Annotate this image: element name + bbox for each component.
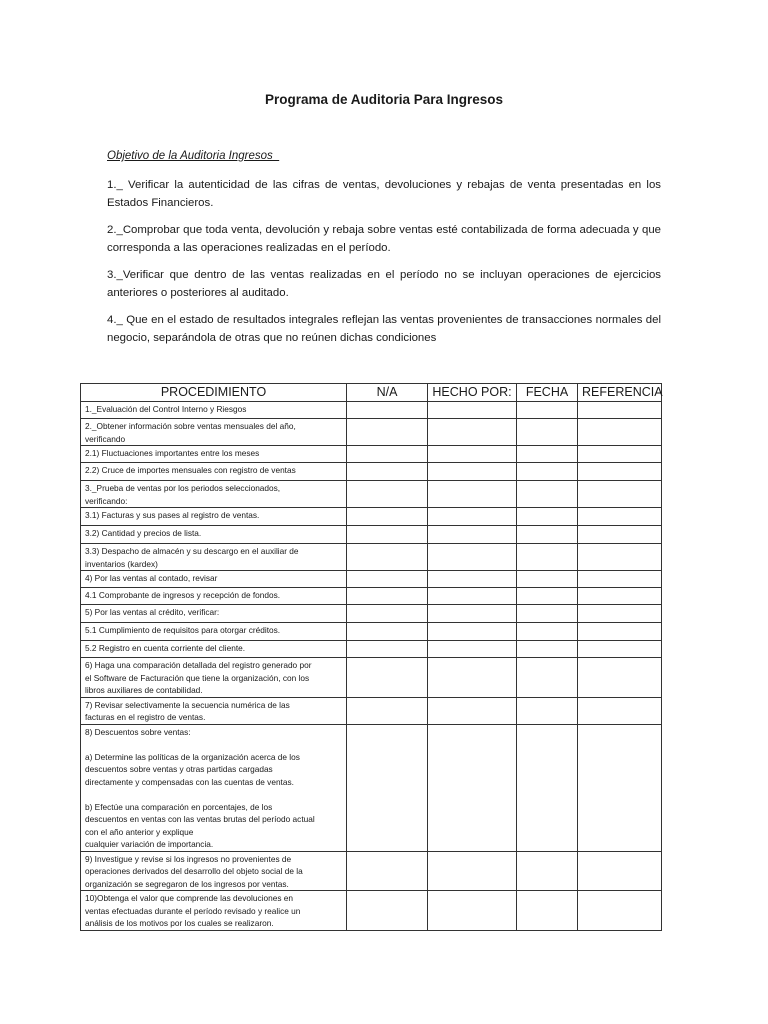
- header-fecha: FECHA: [517, 384, 578, 402]
- page-title: Programa de Auditoria Para Ingresos: [264, 92, 504, 107]
- referencia-cell[interactable]: [578, 571, 662, 588]
- procedure-cell: 3.2) Cantidad y precios de lista.: [81, 526, 347, 544]
- objective-item: 4._ Que en el estado de resultados integrales reflejan las ventas provenientes de transacciones normales del negocio, separándola de otras que no reúnen dichas condiciones: [107, 314, 661, 344]
- fecha-cell[interactable]: [517, 402, 578, 419]
- referencia-cell[interactable]: [578, 851, 662, 891]
- referencia-cell[interactable]: [578, 446, 662, 463]
- table-row: [81, 544, 662, 571]
- hecho-por-cell[interactable]: [428, 605, 517, 623]
- na-cell[interactable]: [347, 623, 428, 641]
- objectives-list: [107, 177, 661, 357]
- hecho-por-cell[interactable]: [428, 526, 517, 544]
- na-cell[interactable]: [347, 508, 428, 526]
- na-cell[interactable]: [347, 402, 428, 419]
- table-row: [81, 419, 662, 446]
- fecha-cell[interactable]: [517, 697, 578, 724]
- referencia-cell[interactable]: [578, 641, 662, 658]
- hecho-por-cell[interactable]: [428, 641, 517, 658]
- na-cell[interactable]: [347, 658, 428, 698]
- hecho-por-cell[interactable]: [428, 571, 517, 588]
- table-row: [81, 724, 662, 851]
- table-row: [81, 526, 662, 544]
- fecha-cell[interactable]: [517, 446, 578, 463]
- hecho-por-cell[interactable]: [428, 419, 517, 446]
- hecho-por-cell[interactable]: [428, 588, 517, 605]
- procedure-cell: 6) Haga una comparación detallada del registro generado por el Software de Facturación que tiene la organización, con los libros auxiliares de contabilidad.: [81, 658, 347, 698]
- procedure-cell: 1._Evaluación del Control Interno y Riesgos: [81, 402, 347, 419]
- referencia-cell[interactable]: [578, 419, 662, 446]
- referencia-cell[interactable]: [578, 463, 662, 481]
- hecho-por-cell[interactable]: [428, 697, 517, 724]
- objective-item: 2._Comprobar que toda venta, devolución y rebaja sobre ventas esté contabilizada de forma adecuada y que corresponda a las operaciones realizadas en el período.: [107, 224, 661, 254]
- procedure-cell: 4.1 Comprobante de ingresos y recepción de fondos.: [81, 588, 347, 605]
- fecha-cell[interactable]: [517, 481, 578, 508]
- referencia-cell[interactable]: [578, 697, 662, 724]
- na-cell[interactable]: [347, 641, 428, 658]
- fecha-cell[interactable]: [517, 658, 578, 698]
- na-cell[interactable]: [347, 526, 428, 544]
- procedure-cell: 8) Descuentos sobre ventas: a) Determine las políticas de la organización acerca de los descuentos sobre ventas y otras partidas cargadas directamente y compensadas con las cuentas de ventas. b) Efectúe una comparación en porcentajes, de los descuentos en ventas con las ventas brutas del período actual con el año anterior y explique cualquier variación de importancia.: [81, 724, 347, 851]
- procedure-cell: 10)Obtenga el valor que comprende las devoluciones en ventas efectuadas durante el período revisado y realice un análisis de los motivos por los cuales se realizaron.: [81, 891, 347, 931]
- objective-item: 1._ Verificar la autenticidad de las cifras de ventas, devoluciones y rebajas de venta presentadas en los Estados Financieros.: [107, 179, 661, 209]
- referencia-cell[interactable]: [578, 724, 662, 851]
- fecha-cell[interactable]: [517, 641, 578, 658]
- table-row: [81, 571, 662, 588]
- fecha-cell[interactable]: [517, 544, 578, 571]
- referencia-cell[interactable]: [578, 623, 662, 641]
- objective-heading: Objetivo de la Auditoria Ingresos_: [107, 150, 280, 162]
- table-row: [81, 851, 662, 891]
- procedure-cell: 5.2 Registro en cuenta corriente del cliente.: [81, 641, 347, 658]
- procedure-cell: 3._Prueba de ventas por los periodos seleccionados, verificando:: [81, 481, 347, 508]
- na-cell[interactable]: [347, 419, 428, 446]
- fecha-cell[interactable]: [517, 851, 578, 891]
- procedure-cell: 3.1) Facturas y sus pases al registro de ventas.: [81, 508, 347, 526]
- na-cell[interactable]: [347, 724, 428, 851]
- referencia-cell[interactable]: [578, 508, 662, 526]
- fecha-cell[interactable]: [517, 724, 578, 851]
- table-row: [81, 508, 662, 526]
- referencia-cell[interactable]: [578, 526, 662, 544]
- na-cell[interactable]: [347, 588, 428, 605]
- table-row: [81, 891, 662, 931]
- table-row: [81, 641, 662, 658]
- fecha-cell[interactable]: [517, 526, 578, 544]
- fecha-cell[interactable]: [517, 623, 578, 641]
- procedure-cell: 3.3) Despacho de almacén y su descargo en el auxiliar de inventarios (kardex): [81, 544, 347, 571]
- na-cell[interactable]: [347, 697, 428, 724]
- fecha-cell[interactable]: [517, 508, 578, 526]
- table-row: [81, 463, 662, 481]
- procedure-cell: 9) Investigue y revise si los ingresos no provenientes de operaciones derivados del desarrollo del objeto social de la organización se segregaron de los ingresos por ventas.: [81, 851, 347, 891]
- table-row: [81, 402, 662, 419]
- fecha-cell[interactable]: [517, 605, 578, 623]
- table-row: [81, 481, 662, 508]
- table-row: [81, 588, 662, 605]
- table-row: [81, 623, 662, 641]
- table-row: [81, 605, 662, 623]
- na-cell[interactable]: [347, 544, 428, 571]
- header-hecho-por: HECHO POR:: [428, 384, 517, 402]
- hecho-por-cell[interactable]: [428, 658, 517, 698]
- table-row: [81, 658, 662, 698]
- procedure-cell: 7) Revisar selectivamente la secuencia numérica de las facturas en el registro de ventas.: [81, 697, 347, 724]
- hecho-por-cell[interactable]: [428, 481, 517, 508]
- header-procedimiento: PROCEDIMIENTO: [81, 384, 347, 402]
- referencia-cell[interactable]: [578, 588, 662, 605]
- table-row: [81, 697, 662, 724]
- referencia-cell[interactable]: [578, 658, 662, 698]
- na-cell[interactable]: [347, 891, 428, 931]
- header-na: N/A: [347, 384, 428, 402]
- procedure-cell: 2.1) Fluctuaciones importantes entre los meses: [81, 446, 347, 463]
- hecho-por-cell[interactable]: [428, 508, 517, 526]
- na-cell[interactable]: [347, 571, 428, 588]
- hecho-por-cell[interactable]: [428, 623, 517, 641]
- referencia-cell[interactable]: [578, 891, 662, 931]
- hecho-por-cell[interactable]: [428, 544, 517, 571]
- hecho-por-cell[interactable]: [428, 446, 517, 463]
- procedure-cell: 2.2) Cruce de importes mensuales con registro de ventas: [81, 463, 347, 481]
- fecha-cell[interactable]: [517, 588, 578, 605]
- referencia-cell[interactable]: [578, 402, 662, 419]
- hecho-por-cell[interactable]: [428, 402, 517, 419]
- na-cell[interactable]: [347, 463, 428, 481]
- table-row: [81, 446, 662, 463]
- na-cell[interactable]: [347, 481, 428, 508]
- header-referencia: REFERENCIA: [578, 384, 662, 402]
- fecha-cell[interactable]: [517, 419, 578, 446]
- na-cell[interactable]: [347, 605, 428, 623]
- hecho-por-cell[interactable]: [428, 463, 517, 481]
- audit-program-table: [80, 383, 662, 931]
- hecho-por-cell[interactable]: [428, 891, 517, 931]
- hecho-por-cell[interactable]: [428, 851, 517, 891]
- objective-item: 3._Verificar que dentro de las ventas realizadas en el período no se incluyan operaciones de ejercicios anteriores o posteriores al auditado.: [107, 269, 661, 299]
- procedure-cell: 2._Obtener información sobre ventas mensuales del año, verificando: [81, 419, 347, 446]
- referencia-cell[interactable]: [578, 544, 662, 571]
- table-header-row: [81, 384, 662, 402]
- na-cell[interactable]: [347, 851, 428, 891]
- procedure-cell: 5.1 Cumplimiento de requisitos para otorgar créditos.: [81, 623, 347, 641]
- hecho-por-cell[interactable]: [428, 724, 517, 851]
- referencia-cell[interactable]: [578, 481, 662, 508]
- fecha-cell[interactable]: [517, 463, 578, 481]
- fecha-cell[interactable]: [517, 571, 578, 588]
- fecha-cell[interactable]: [517, 891, 578, 931]
- procedure-cell: 5) Por las ventas al crédito, verificar:: [81, 605, 347, 623]
- na-cell[interactable]: [347, 446, 428, 463]
- procedure-cell: 4) Por las ventas al contado, revisar: [81, 571, 347, 588]
- referencia-cell[interactable]: [578, 605, 662, 623]
